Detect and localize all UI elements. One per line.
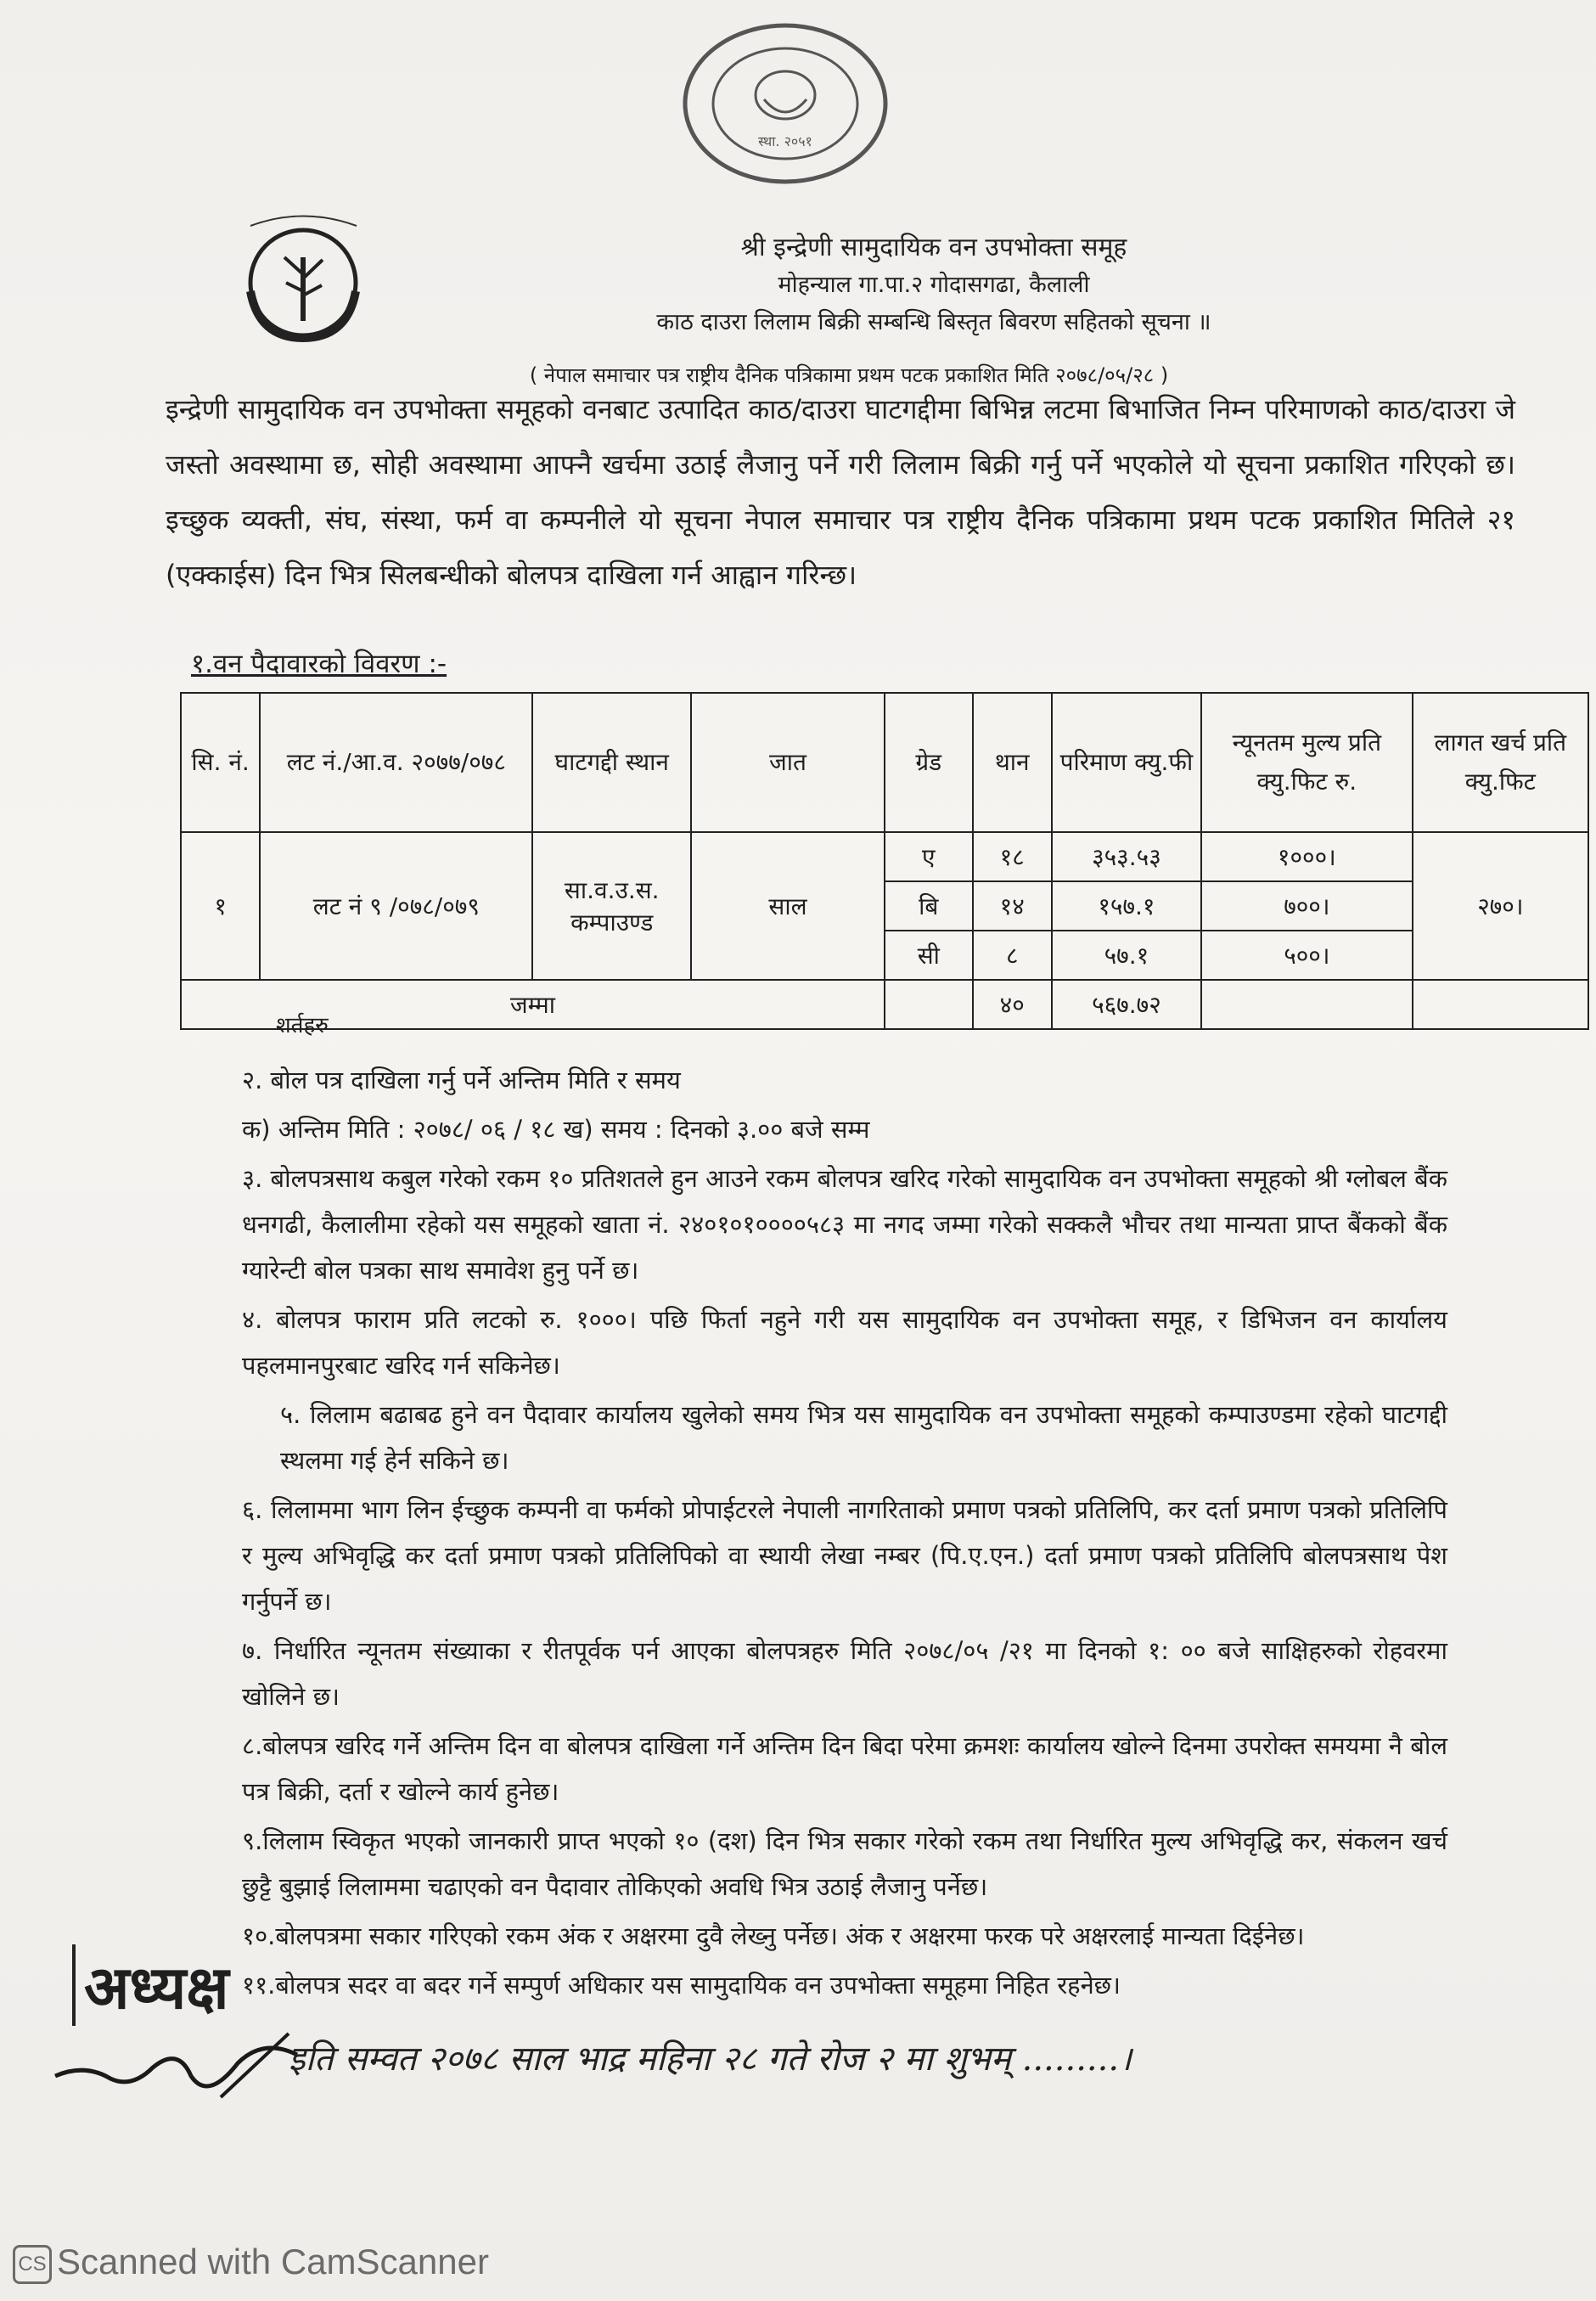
total-label: जम्मा [181, 980, 885, 1029]
header-min-price: न्यूनतम मुल्य प्रति क्यु.फिट रु. [1201, 693, 1413, 832]
condition-item: १०.बोलपत्रमा सकार गरिएको रकम अंक र अक्षरमा दुवै लेख्नु पर्नेछ। अंक र अक्षरमा फरक परे अक्षरलाई मान्यता दिईनेछ। [242, 1921, 1305, 1950]
cell-count: १४ [973, 881, 1052, 931]
cell-volume: १५७.१ [1052, 881, 1201, 931]
cell-min-price: ५००। [1201, 931, 1413, 980]
condition-item: ९.लिलाम स्विकृत भएको जानकारी प्राप्त भएको १० (दश) दिन भित्र सकार गरेको रकम तथा निर्धारित मुल्य अभिवृद्धि कर, संकलन खर्च छुट्टै बुझाई लिलाममा चढाएको वन पैदावार तोकिएको अवधि भित्र उठाई लैजानु पर्नेछ। [242, 1826, 1447, 1901]
total-count: ४० [973, 980, 1052, 1029]
table-total-row [181, 980, 1588, 1029]
handwritten-signature [51, 2029, 306, 2106]
camscanner-logo-icon: CS [13, 2245, 52, 2284]
committee-seal-stamp [679, 19, 891, 188]
header-cost: लागत खर्च प्रति क्यु.फिट [1413, 693, 1588, 832]
condition-item: २. बोल पत्र दाखिला गर्नु पर्ने अन्तिम मिति र समय [242, 1066, 681, 1094]
total-empty-cell [885, 980, 973, 1029]
cell-species: साल [691, 832, 885, 980]
condition-item: ११.बोलपत्र सदर वा बदर गर्ने सम्पुर्ण अधिकार यस सामुदायिक वन उपभोक्ता समूहमा निहित रहनेछ। [242, 1971, 1121, 2000]
condition-item: ५. लिलाम बढाबढ हुने वन पैदावार कार्यालय खुलेको समय भित्र यस सामुदायिक वन उपभोक्ता समूहको कम्पाउण्डमा रहेको घाटगद्दी स्थलमा गई हेर्न सकिने छ। [280, 1400, 1447, 1475]
table-header-row [181, 693, 1588, 832]
cell-volume: ३५३.५३ [1052, 832, 1201, 881]
cell-min-price: ७००। [1201, 881, 1413, 931]
cell-min-price: १०००। [1201, 832, 1413, 881]
chairperson-label: अध्यक्ष [72, 1944, 229, 2026]
watermark-text: Scanned with CamScanner [57, 2242, 489, 2281]
header-species: जात [691, 693, 885, 832]
svg-text:स्था. २०५१: स्था. २०५१ [758, 133, 812, 149]
notice-subject: काठ दाउरा लिलाम बिक्री सम्बन्धि बिस्तृत बिवरण सहितको सूचना ॥ [656, 309, 1211, 335]
header-grade: ग्रेड [885, 693, 973, 832]
table-row [181, 832, 1588, 881]
terms-label: शर्तहरु [276, 1013, 329, 1038]
intro-paragraph: इन्द्रेणी सामुदायिक वन उपभोक्ता समूहको वनबाट उत्पादित काठ/दाउरा घाटगद्दीमा बिभिन्न लटमा बिभाजित निम्न परिमाणको काठ/दाउरा जे जस्तो अवस्थामा छ, सोही अवस्थामा आफ्नै खर्चमा उठाई लैजानु पर्ने गरी लिलाम बिक्री गर्नु पर्ने भएकोले यो सूचना प्रकाशित गरिएको छ। इच्छुक व्यक्ती, संघ, संस्था, फर्म वा कम्पनीले यो सूचना नेपाल समाचार पत्र राष्ट्रीय दैनिक पत्रिकामा प्रथम पटक प्रकाशित मितिले २१ (एक्काईस) दिन भित्र सिलबन्धीको बोलपत्र दाखिला गर्न आह्वान गरिन्छ। [166, 393, 1515, 591]
header-lot: लट नं./आ.व. २०७७/०७८ [260, 693, 532, 832]
condition-item: ७. निर्धारित न्यूनतम संख्याका र रीतपूर्वक पर्न आएका बोलपत्रहरु मिति २०७८/०५ /२१ मा दिनको १: ०० बजे साक्षिहरुको रोहवरमा खोलिने छ। [242, 1636, 1447, 1711]
handwritten-date-note: इति सम्वत २०७८ साल भाद्र महिना २८ गते रोज २ मा शुभम् .........। [289, 2039, 1132, 2079]
cell-volume: ५७.१ [1052, 931, 1201, 980]
condition-item: ६. लिलाममा भाग लिन ईच्छुक कम्पनी वा फर्मको प्रोपाईटरले नेपाली नागरिताको प्रमाण पत्रको प्रतिलिपि, कर दर्ता प्रमाण पत्रको प्रतिलिपि र मुल्य अभिवृद्धि कर दर्ता प्रमाण पत्रको प्रतिलिपिको वा स्थायी लेखा नम्बर (पि.ए.एन.) दर्ता प्रमाण पत्रको प्रतिलिपि बोलपत्रसाथ पेश गर्नुपर्ने छ। [242, 1495, 1447, 1616]
cell-location: सा.व.उ.स. कम्पाउण्ड [532, 832, 691, 980]
header-volume: परिमाण क्यु.फी [1052, 693, 1201, 832]
cell-lot: लट नं ९ /०७८/०७९ [260, 832, 532, 980]
cell-count: ८ [973, 931, 1052, 980]
forest-products-table [180, 692, 1589, 1030]
notice-header [424, 229, 1443, 341]
camscanner-watermark [13, 2242, 489, 2284]
cell-serial: १ [181, 832, 260, 980]
header-count: थान [973, 693, 1052, 832]
conditions-list [242, 1057, 1447, 2011]
org-address: मोहन्याल गा.पा.२ गोदासगढा, कैलाली [778, 272, 1090, 298]
header-serial: सि. नं. [181, 693, 260, 832]
forest-group-logo-icon [225, 211, 382, 346]
total-empty-cell [1413, 980, 1588, 1029]
section-heading-forest-products: १.वन पैदावारको विवरण :- [191, 649, 447, 679]
total-empty-cell [1201, 980, 1413, 1029]
cell-grade: ए [885, 832, 973, 881]
condition-item: ३. बोलपत्रसाथ कबुल गरेको रकम १० प्रतिशतले हुन आउने रकम बोलपत्र खरिद गरेको सामुदायिक वन उपभोक्ता समूहको श्री ग्लोबल बैंक धनगढी, कैलालीमा रहेको यस समूहको खाता नं. २४०१०१००००५८३ मा नगद जम्मा गरेको सक्कलै भौचर तथा मान्यता प्राप्त बैंकको बैंक ग्यारेन्टी बोल पत्रका साथ समावेश हुनु पर्ने छ। [242, 1164, 1447, 1285]
publication-note: ( नेपाल समाचार पत्र राष्ट्रीय दैनिक पत्रिकामा प्रथम पटक प्रकाशित मिति २०७८/०५/२८ ) [529, 363, 1169, 387]
cell-grade: सी [885, 931, 973, 980]
cell-grade: बि [885, 881, 973, 931]
condition-item: क) अन्तिम मिति : २०७८/ ०६ / १८ ख) समय : दिनको ३.०० बजे सम्म [242, 1115, 870, 1144]
condition-item: ८.बोलपत्र खरिद गर्ने अन्तिम दिन वा बोलपत्र दाखिला गर्ने अन्तिम दिन बिदा परेमा क्रमशः कार्यालय खोल्ने दिनमा उपरोक्त समयमा नै बोल पत्र बिक्री, दर्ता र खोल्ने कार्य हुनेछ। [242, 1731, 1447, 1806]
header-location: घाटगद्दी स्थान [532, 693, 691, 832]
org-name: श्री इन्द्रेणी सामुदायिक वन उपभोक्ता समूह [740, 233, 1127, 262]
cell-count: १८ [973, 832, 1052, 881]
cell-cost: २७०। [1413, 832, 1588, 980]
total-volume: ५६७.७२ [1052, 980, 1201, 1029]
condition-item: ४. बोलपत्र फाराम प्रति लटको रु. १०००। पछि फिर्ता नहुने गरी यस सामुदायिक वन उपभोक्ता समूह, र डिभिजन वन कार्यालय पहलमानपुरबाट खरिद गर्न सकिनेछ। [242, 1305, 1447, 1380]
